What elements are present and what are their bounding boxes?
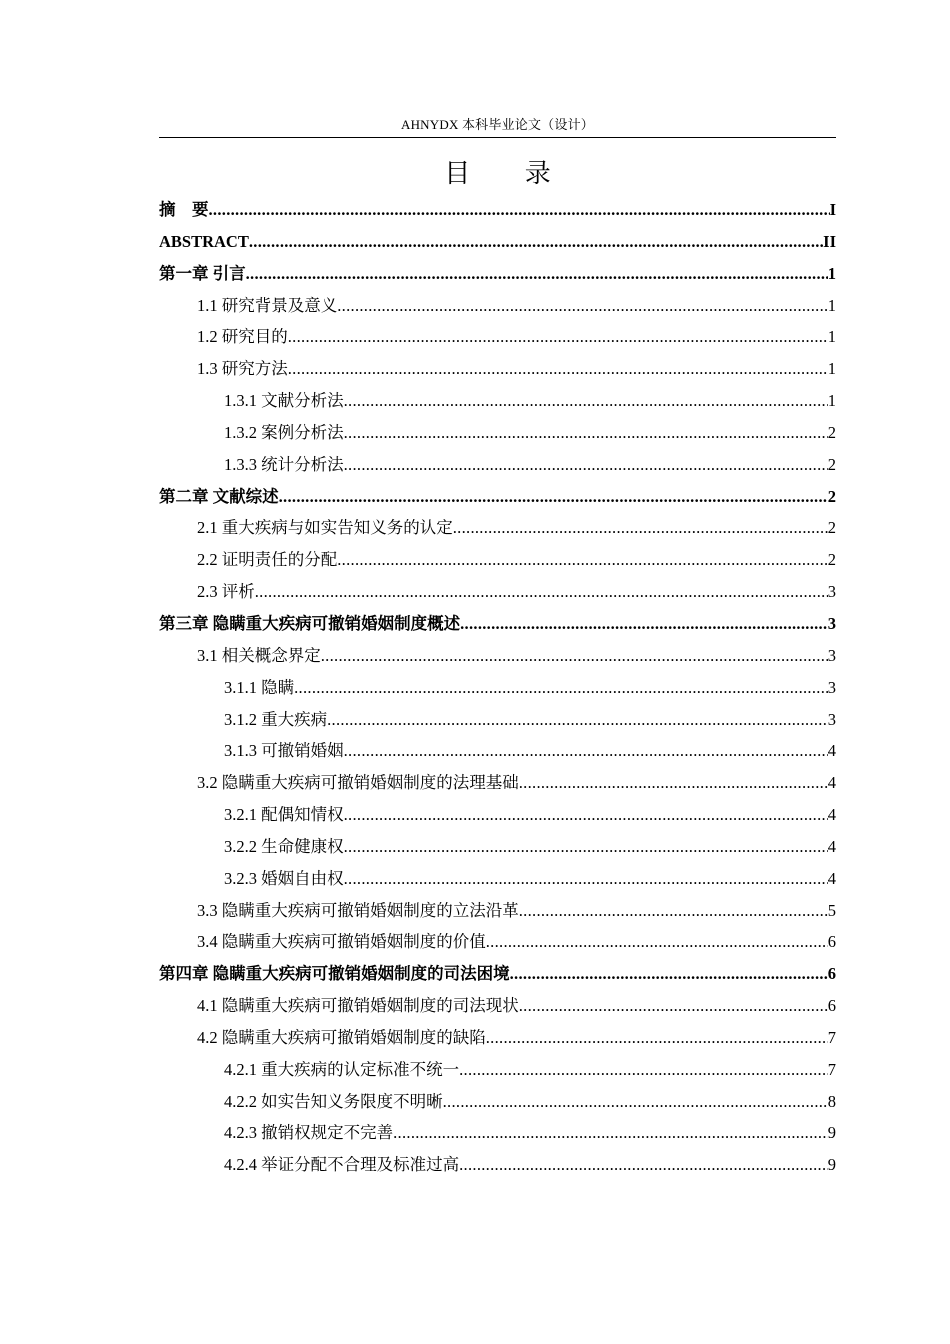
toc-entry-level-1[interactable] xyxy=(159,258,836,290)
toc-entry-level-2[interactable] xyxy=(159,512,836,544)
toc-entry-text: 1.1 研究背景及意义 xyxy=(197,295,338,315)
toc-entry-text: 1.2 研究目的 xyxy=(197,327,288,347)
toc-page-number: 4 xyxy=(827,773,836,793)
toc-page-number: 7 xyxy=(827,1059,836,1079)
toc-dot-leader xyxy=(443,1086,828,1118)
toc-entry-text: ABSTRACT xyxy=(159,231,249,251)
toc-dot-leader xyxy=(344,863,828,895)
toc-title: 目 录 xyxy=(444,159,575,188)
toc-entry-level-3[interactable] xyxy=(159,863,836,895)
toc-dot-leader xyxy=(294,672,828,704)
toc-page-number: 4 xyxy=(827,836,836,856)
toc-entry-text: 1.3 研究方法 xyxy=(197,359,288,379)
toc-page-number: 9 xyxy=(827,1123,836,1143)
toc-entry-text: 第二章 文献综述 xyxy=(159,486,279,506)
toc-entry-text: 3.4 隐瞒重大疾病可撤销婚姻制度的价值 xyxy=(197,932,486,952)
toc-page-number: 2 xyxy=(827,454,836,474)
toc-entry-level-2[interactable] xyxy=(159,321,836,353)
toc-dot-leader xyxy=(321,640,828,672)
toc-page-number: 1 xyxy=(827,327,836,347)
toc-entry-text: 第四章 隐瞒重大疾病可撤销婚姻制度的司法困境 xyxy=(159,964,510,984)
toc-entry-level-3[interactable] xyxy=(159,449,836,481)
toc-dot-leader xyxy=(337,290,828,322)
toc-entry-level-3[interactable] xyxy=(159,1149,836,1181)
toc-page-number: 7 xyxy=(827,1027,836,1047)
toc-dot-leader xyxy=(393,1117,828,1149)
toc-entry-level-2[interactable] xyxy=(159,895,836,927)
toc-entry-text: 第一章 引言 xyxy=(159,263,246,283)
toc-entry-text: 4.2 隐瞒重大疾病可撤销婚姻制度的缺陷 xyxy=(197,1027,486,1047)
toc-dot-leader xyxy=(344,417,828,449)
toc-entry-text: 摘 要 xyxy=(159,200,209,219)
toc-entry-text: 4.2.2 如实告知义务限度不明晰 xyxy=(224,1091,443,1111)
toc-entry-text: 3.1 相关概念界定 xyxy=(197,645,321,665)
toc-page-number: 1 xyxy=(827,391,836,411)
toc-entry-text: 2.3 评析 xyxy=(197,582,255,602)
toc-page-number: 2 xyxy=(827,422,836,442)
toc-entry-text: 3.1.3 可撤销婚姻 xyxy=(224,741,344,761)
toc-entry-level-1[interactable] xyxy=(159,226,836,258)
toc-entry-level-3[interactable] xyxy=(159,417,836,449)
toc-entry-level-2[interactable] xyxy=(159,1022,836,1054)
toc-entry-level-2[interactable] xyxy=(159,767,836,799)
toc-entry-text: 4.1 隐瞒重大疾病可撤销婚姻制度的司法现状 xyxy=(197,996,519,1016)
toc-page-number: I xyxy=(829,200,836,219)
toc-entry-text: 4.2.4 举证分配不合理及标准过高 xyxy=(224,1155,460,1175)
toc-page-number: 2 xyxy=(827,486,836,506)
toc-entry-level-2[interactable] xyxy=(159,990,836,1022)
toc-entry-level-3[interactable] xyxy=(159,799,836,831)
toc-dot-leader xyxy=(459,1054,828,1086)
toc-dot-leader xyxy=(327,704,828,736)
toc-dot-leader xyxy=(453,512,828,544)
toc-page-number: 9 xyxy=(827,1155,836,1175)
toc-entry-text: 1.3.1 文献分析法 xyxy=(224,391,344,411)
toc-dot-leader xyxy=(510,958,828,990)
toc-dot-leader xyxy=(288,353,828,385)
toc-dot-leader xyxy=(344,385,828,417)
toc-entry-level-1[interactable] xyxy=(159,958,836,990)
toc-entry-level-2[interactable] xyxy=(159,290,836,322)
toc-entry-level-1[interactable] xyxy=(159,194,836,226)
toc-page-number: 4 xyxy=(827,868,836,888)
toc-dot-leader xyxy=(460,608,828,640)
toc-dot-leader xyxy=(246,258,828,290)
toc-page-number: 1 xyxy=(827,263,836,283)
toc-dot-leader xyxy=(519,990,828,1022)
toc-page-number: 3 xyxy=(827,582,836,602)
toc-dot-leader xyxy=(209,194,830,226)
toc-page-number: 1 xyxy=(827,359,836,379)
toc-entry-text: 1.3.2 案例分析法 xyxy=(224,422,344,442)
toc-entry-text: 1.3.3 统计分析法 xyxy=(224,454,344,474)
toc-page-number: 2 xyxy=(827,550,836,570)
toc-dot-leader xyxy=(519,895,828,927)
toc-entry-level-2[interactable] xyxy=(159,353,836,385)
toc-entry-level-3[interactable] xyxy=(159,385,836,417)
toc-entry-level-2[interactable] xyxy=(159,576,836,608)
toc-page-number: 8 xyxy=(827,1091,836,1111)
toc-dot-leader xyxy=(486,1022,828,1054)
toc-entry-text: 3.2.1 配偶知情权 xyxy=(224,805,344,825)
toc-dot-leader xyxy=(459,1149,828,1181)
page-header: AHNYDX 本科毕业论文（设计） xyxy=(401,117,594,132)
toc-page-number: 4 xyxy=(827,805,836,825)
toc-dot-leader xyxy=(344,735,828,767)
toc-entry-text: 3.2.2 生命健康权 xyxy=(224,836,344,856)
toc-page-number: 5 xyxy=(827,900,836,920)
toc-entry-text: 4.2.3 撤销权规定不完善 xyxy=(224,1123,394,1143)
toc-page-number: 1 xyxy=(827,295,836,315)
toc-dot-leader xyxy=(344,831,828,863)
toc-entry-text: 3.2.3 婚姻自由权 xyxy=(224,868,344,888)
toc-dot-leader xyxy=(344,449,828,481)
toc-entry-level-2[interactable] xyxy=(159,926,836,958)
toc-page-number: 6 xyxy=(827,964,836,984)
toc-entry-level-3[interactable] xyxy=(159,1086,836,1118)
toc-entry-level-3[interactable] xyxy=(159,704,836,736)
toc-entry-level-1[interactable] xyxy=(159,608,836,640)
toc-dot-leader xyxy=(337,544,828,576)
toc-page-number: 6 xyxy=(827,996,836,1016)
header-divider xyxy=(159,137,836,138)
toc-entry-level-2[interactable] xyxy=(159,544,836,576)
toc-entry-level-3[interactable] xyxy=(159,672,836,704)
toc-entry-text: 2.1 重大疾病与如实告知义务的认定 xyxy=(197,518,453,538)
toc-dot-leader xyxy=(519,767,828,799)
toc-dot-leader xyxy=(344,799,828,831)
toc-page-number: 3 xyxy=(827,677,836,697)
toc-page-number: 6 xyxy=(827,932,836,952)
toc-entry-level-3[interactable] xyxy=(159,735,836,767)
toc-dot-leader xyxy=(288,321,828,353)
toc-dot-leader xyxy=(279,481,828,513)
toc-entry-level-3[interactable] xyxy=(159,1117,836,1149)
toc-entry-text: 3.3 隐瞒重大疾病可撤销婚姻制度的立法沿革 xyxy=(197,900,519,920)
toc-page-number: 3 xyxy=(827,613,836,633)
toc-page-number: 3 xyxy=(827,645,836,665)
toc-entry-level-3[interactable] xyxy=(159,831,836,863)
toc-entry-text: 第三章 隐瞒重大疾病可撤销婚姻制度概述 xyxy=(159,613,461,633)
toc-entry-text: 3.2 隐瞒重大疾病可撤销婚姻制度的法理基础 xyxy=(197,773,519,793)
toc-entry-level-2[interactable] xyxy=(159,640,836,672)
toc-page-number: 2 xyxy=(827,518,836,538)
toc-entry-text: 3.1.1 隐瞒 xyxy=(224,677,295,697)
toc-page-number: 4 xyxy=(827,741,836,761)
toc-dot-leader xyxy=(255,576,828,608)
toc-page-number: 3 xyxy=(827,709,836,729)
toc-entry-text: 4.2.1 重大疾病的认定标准不统一 xyxy=(224,1059,460,1079)
toc-entry-text: 3.1.2 重大疾病 xyxy=(224,709,328,729)
toc-entry-level-3[interactable] xyxy=(159,1054,836,1086)
toc-dot-leader xyxy=(486,926,828,958)
table-of-contents xyxy=(159,194,836,1181)
toc-page-number: II xyxy=(823,231,836,251)
toc-entry-text: 2.2 证明责任的分配 xyxy=(197,550,338,570)
toc-dot-leader xyxy=(249,226,823,258)
toc-entry-level-1[interactable] xyxy=(159,481,836,513)
